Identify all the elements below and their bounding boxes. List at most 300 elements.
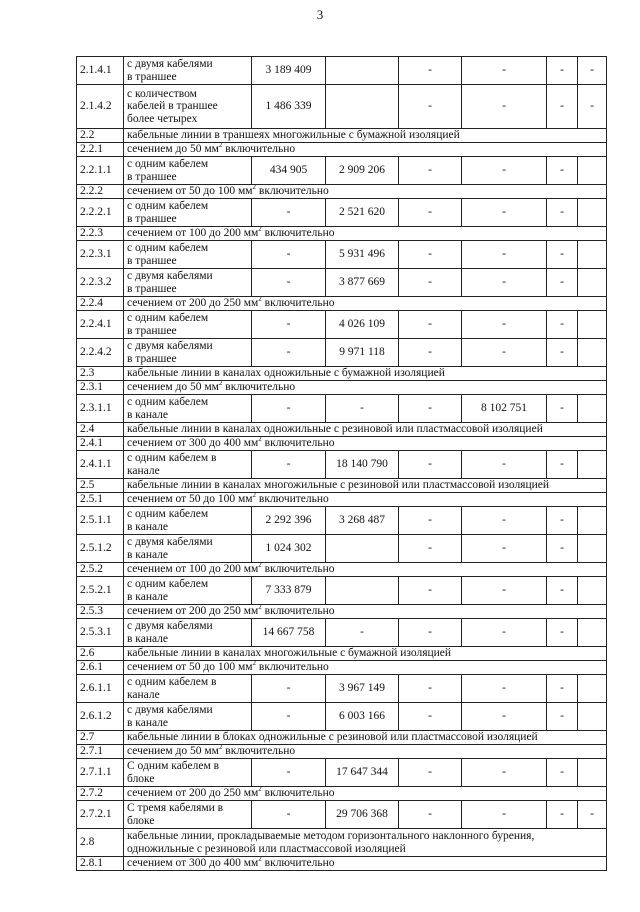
description-line: блоке bbox=[127, 772, 155, 785]
value-cell-col3: - bbox=[399, 535, 462, 563]
value-cell-col3: - bbox=[399, 577, 462, 605]
row-code: 2.5 bbox=[77, 479, 124, 493]
section-row bbox=[77, 647, 607, 661]
value-cell-col5: - bbox=[547, 703, 578, 731]
value-cell-col1: 14 667 758 bbox=[252, 619, 326, 647]
section-title bbox=[124, 745, 607, 759]
table-row bbox=[77, 675, 607, 703]
row-code: 2.5.1 bbox=[77, 493, 124, 507]
value-cell-col5: - bbox=[547, 57, 578, 85]
value-cell-col1: - bbox=[252, 451, 326, 479]
section-title-text: сечением от 50 до 100 мм bbox=[127, 661, 253, 674]
row-code: 2.4 bbox=[77, 423, 124, 437]
description-line: в траншее bbox=[127, 212, 177, 225]
section-row bbox=[77, 381, 607, 395]
section-row bbox=[77, 857, 607, 871]
section-title-text: кабельные линии в каналах одножильные с бумажной изоляцией bbox=[127, 367, 445, 380]
value-cell-col5: - bbox=[547, 451, 578, 479]
value-cell-col4: - bbox=[462, 759, 547, 787]
value-cell-col6 bbox=[578, 675, 607, 703]
description-line: с двумя кабелями bbox=[127, 704, 213, 716]
value-cell-col3: - bbox=[399, 339, 462, 367]
value-cell-col1: 3 189 409 bbox=[252, 57, 326, 85]
section-title-tail: включительно bbox=[222, 143, 296, 156]
unit-superscript: 2 bbox=[252, 660, 257, 668]
value-cell-col3: - bbox=[399, 675, 462, 703]
section-row bbox=[77, 563, 607, 577]
value-cell-col1: - bbox=[252, 395, 326, 423]
value-cell-col4: - bbox=[462, 157, 547, 185]
section-title bbox=[124, 857, 607, 871]
value-cell-col6 bbox=[578, 157, 607, 185]
section-title-text: сечением от 200 до 250 мм bbox=[127, 787, 259, 800]
value-cell-col1: - bbox=[252, 339, 326, 367]
table-row bbox=[77, 619, 607, 647]
value-cell-col6 bbox=[578, 619, 607, 647]
section-title-text: кабельные линии в каналах многожильные с резиновой или пластмассовой изоляцией bbox=[127, 479, 550, 492]
row-code: 2.6.1.1 bbox=[77, 675, 124, 703]
section-title-tail: включительно bbox=[261, 857, 335, 870]
value-cell-col2: 3 268 487 bbox=[326, 507, 399, 535]
value-cell-col6 bbox=[578, 269, 607, 297]
unit-superscript: 2 bbox=[218, 142, 223, 150]
value-cell-col2: - bbox=[326, 395, 399, 423]
value-cell-col6 bbox=[578, 507, 607, 535]
table-row bbox=[77, 199, 607, 227]
value-cell-col6: - bbox=[578, 801, 607, 829]
unit-superscript: 2 bbox=[258, 436, 262, 444]
description-line: в траншее bbox=[127, 282, 177, 295]
value-cell-col4: 8 102 751 bbox=[462, 395, 547, 423]
value-cell-col6 bbox=[578, 535, 607, 563]
value-cell-col1: 1 024 302 bbox=[252, 535, 326, 563]
row-code: 2.3.1 bbox=[77, 381, 124, 395]
value-cell-col3: - bbox=[399, 395, 462, 423]
value-cell-col4: - bbox=[462, 311, 547, 339]
description-line: с двумя кабелями bbox=[127, 270, 213, 282]
section-title-tail: включительно bbox=[261, 563, 335, 576]
value-cell-col1: 7 333 879 bbox=[252, 577, 326, 605]
unit-superscript: 2 bbox=[258, 562, 262, 570]
value-cell-col2: 4 026 109 bbox=[326, 311, 399, 339]
section-row bbox=[77, 605, 607, 619]
section-row bbox=[77, 661, 607, 675]
value-cell-col3: - bbox=[399, 199, 462, 227]
row-code: 2.5.1.1 bbox=[77, 507, 124, 535]
row-description bbox=[124, 339, 252, 367]
table-row bbox=[77, 577, 607, 605]
table-row bbox=[77, 801, 607, 829]
section-title-tail: включительно bbox=[256, 661, 329, 674]
unit-superscript: 2 bbox=[218, 744, 223, 752]
value-cell-col1: - bbox=[252, 241, 326, 269]
row-code: 2.2.4.1 bbox=[77, 311, 124, 339]
table-row bbox=[77, 703, 607, 731]
value-cell-col2: 29 706 368 bbox=[326, 801, 399, 829]
row-code: 2.8 bbox=[77, 829, 124, 857]
value-cell-col5: - bbox=[547, 241, 578, 269]
value-cell-col6 bbox=[578, 577, 607, 605]
description-line: с двумя кабелями bbox=[127, 340, 213, 352]
value-cell-col6 bbox=[578, 703, 607, 731]
row-code: 2.7.2 bbox=[77, 787, 124, 801]
unit-superscript: 2 bbox=[252, 492, 257, 500]
row-code: 2.2.1 bbox=[77, 143, 124, 157]
value-cell-col4: - bbox=[462, 85, 547, 129]
description-line: в траншее bbox=[127, 254, 177, 267]
section-title-text: кабельные линии в траншеях многожильные с бумажной изоляцией bbox=[127, 129, 460, 142]
value-cell-col4: - bbox=[462, 339, 547, 367]
value-cell-col3: - bbox=[399, 157, 462, 185]
value-cell-col6 bbox=[578, 759, 607, 787]
row-code: 2.2.4 bbox=[77, 297, 124, 311]
description-line: в траншее bbox=[127, 170, 177, 183]
value-cell-col4: - bbox=[462, 57, 547, 85]
section-title-text: сечением от 200 до 250 мм bbox=[127, 605, 259, 618]
value-cell-col1: - bbox=[252, 703, 326, 731]
row-code: 2.5.3 bbox=[77, 605, 124, 619]
description-line: с одним кабелем в bbox=[127, 452, 217, 464]
section-title-text: сечением до 50 мм bbox=[127, 381, 219, 394]
section-title-tail: включительно bbox=[261, 437, 335, 450]
value-cell-col4: - bbox=[462, 507, 547, 535]
value-cell-col1: - bbox=[252, 311, 326, 339]
section-title bbox=[124, 381, 607, 395]
table-row bbox=[77, 241, 607, 269]
row-description bbox=[124, 703, 252, 731]
section-title-text: кабельные линии, прокладываемые методом горизонтального наклонного бурения, одножильные с резиновой или пластмассовой изоляцией bbox=[127, 830, 535, 855]
value-cell-col6 bbox=[578, 395, 607, 423]
section-title-text: сечением до 50 мм bbox=[127, 745, 219, 758]
row-description bbox=[124, 157, 252, 185]
value-cell-col6 bbox=[578, 199, 607, 227]
section-title-text: кабельные линии в блоках одножильные с резиновой или пластмассовой изоляцией bbox=[127, 731, 538, 744]
section-title bbox=[124, 227, 607, 241]
description-line: с двумя кабелями bbox=[127, 620, 213, 632]
table-row bbox=[77, 85, 607, 129]
description-line: с двумя кабелями bbox=[127, 536, 213, 548]
row-description bbox=[124, 451, 252, 479]
row-description bbox=[124, 241, 252, 269]
description-line: в канале bbox=[127, 520, 169, 533]
section-row bbox=[77, 829, 607, 857]
value-cell-col5: - bbox=[547, 759, 578, 787]
value-cell-col5: - bbox=[547, 269, 578, 297]
row-code: 2.7.1 bbox=[77, 745, 124, 759]
section-title-tail: включительно bbox=[222, 381, 296, 394]
row-description bbox=[124, 759, 252, 787]
section-row bbox=[77, 227, 607, 241]
value-cell-col5: - bbox=[547, 535, 578, 563]
row-code: 2.7 bbox=[77, 731, 124, 745]
table-row bbox=[77, 395, 607, 423]
row-code: 2.7.1.1 bbox=[77, 759, 124, 787]
row-code: 2.1.4.1 bbox=[77, 57, 124, 85]
value-cell-col2: 3 877 669 bbox=[326, 269, 399, 297]
row-code: 2.2.4.2 bbox=[77, 339, 124, 367]
table-row bbox=[77, 339, 607, 367]
row-code: 2.4.1.1 bbox=[77, 451, 124, 479]
value-cell-col3: - bbox=[399, 507, 462, 535]
unit-superscript: 2 bbox=[218, 380, 223, 388]
value-cell-col5: - bbox=[547, 801, 578, 829]
value-cell-col4: - bbox=[462, 199, 547, 227]
description-line: блоке bbox=[127, 814, 155, 827]
section-title-text: сечением от 300 до 400 мм bbox=[127, 857, 259, 870]
section-title-text: сечением от 50 до 100 мм bbox=[127, 185, 253, 198]
table-body bbox=[77, 57, 607, 871]
row-description bbox=[124, 619, 252, 647]
section-title-text: кабельные линии в каналах многожильные с бумажной изоляцией bbox=[127, 647, 452, 660]
value-cell-col6: - bbox=[578, 57, 607, 85]
unit-superscript: 2 bbox=[258, 296, 262, 304]
price-table bbox=[76, 56, 607, 871]
value-cell-col6 bbox=[578, 451, 607, 479]
table-row bbox=[77, 311, 607, 339]
value-cell-col2: 5 931 496 bbox=[326, 241, 399, 269]
value-cell-col1: - bbox=[252, 269, 326, 297]
value-cell-col3: - bbox=[399, 85, 462, 129]
value-cell-col3: - bbox=[399, 311, 462, 339]
description-line: с одним кабелем bbox=[127, 312, 209, 324]
row-code: 2.2.1.1 bbox=[77, 157, 124, 185]
section-row bbox=[77, 143, 607, 157]
description-line: в траншее bbox=[127, 352, 177, 365]
value-cell-col5: - bbox=[547, 507, 578, 535]
row-description bbox=[124, 801, 252, 829]
value-cell-col2: 2 909 206 bbox=[326, 157, 399, 185]
unit-superscript: 2 bbox=[258, 856, 262, 864]
row-code: 2.2.2 bbox=[77, 185, 124, 199]
description-line: с одним кабелем bbox=[127, 200, 209, 212]
row-code: 2.2.3.1 bbox=[77, 241, 124, 269]
description-line: с одним кабелем bbox=[127, 508, 209, 520]
value-cell-col3: - bbox=[399, 269, 462, 297]
row-code: 2.2.3 bbox=[77, 227, 124, 241]
description-line: С одним кабелем в bbox=[127, 760, 220, 772]
section-row bbox=[77, 297, 607, 311]
row-code: 2.5.2.1 bbox=[77, 577, 124, 605]
value-cell-col1: - bbox=[252, 199, 326, 227]
section-title bbox=[124, 787, 607, 801]
row-code: 2.4.1 bbox=[77, 437, 124, 451]
section-row bbox=[77, 479, 607, 493]
row-description bbox=[124, 269, 252, 297]
description-line: с одним кабелем bbox=[127, 158, 209, 170]
description-line: с количеством bbox=[127, 87, 197, 100]
value-cell-col5: - bbox=[547, 199, 578, 227]
row-code: 2.5.2 bbox=[77, 563, 124, 577]
section-title bbox=[124, 423, 607, 437]
row-description bbox=[124, 395, 252, 423]
section-row bbox=[77, 437, 607, 451]
description-line: С тремя кабелями в bbox=[127, 802, 224, 814]
value-cell-col3: - bbox=[399, 57, 462, 85]
description-line: в траншее bbox=[127, 70, 177, 83]
description-line: в канале bbox=[127, 716, 169, 729]
row-code: 2.8.1 bbox=[77, 857, 124, 871]
description-line: в канале bbox=[127, 548, 169, 561]
value-cell-col5: - bbox=[547, 85, 578, 129]
section-row bbox=[77, 493, 607, 507]
section-title bbox=[124, 563, 607, 577]
unit-superscript: 2 bbox=[258, 604, 262, 612]
value-cell-col3: - bbox=[399, 801, 462, 829]
section-title-tail: включительно bbox=[261, 787, 335, 800]
value-cell-col4: - bbox=[462, 241, 547, 269]
description-line: канале bbox=[127, 688, 160, 701]
value-cell-col5: - bbox=[547, 577, 578, 605]
value-cell-col1: - bbox=[252, 801, 326, 829]
value-cell-col4: - bbox=[462, 619, 547, 647]
description-line: с одним кабелем bbox=[127, 242, 209, 254]
value-cell-col3: - bbox=[399, 703, 462, 731]
table-row bbox=[77, 157, 607, 185]
section-row bbox=[77, 423, 607, 437]
section-title bbox=[124, 647, 607, 661]
row-description bbox=[124, 675, 252, 703]
section-title bbox=[124, 143, 607, 157]
description-line: в канале bbox=[127, 590, 169, 603]
row-description bbox=[124, 535, 252, 563]
description-line: канале bbox=[127, 464, 160, 477]
value-cell-col2 bbox=[326, 57, 399, 85]
value-cell-col2: 9 971 118 bbox=[326, 339, 399, 367]
section-title-tail: включительно bbox=[261, 605, 335, 618]
section-title bbox=[124, 493, 607, 507]
page-number: 3 bbox=[316, 7, 324, 22]
value-cell-col2: 17 647 344 bbox=[326, 759, 399, 787]
row-code: 2.2.2.1 bbox=[77, 199, 124, 227]
section-row bbox=[77, 745, 607, 759]
value-cell-col3: - bbox=[399, 241, 462, 269]
table-row bbox=[77, 759, 607, 787]
value-cell-col1: - bbox=[252, 675, 326, 703]
table-row bbox=[77, 535, 607, 563]
value-cell-col1: 434 905 bbox=[252, 157, 326, 185]
description-line: более четырех bbox=[127, 112, 198, 125]
value-cell-col2: 6 003 166 bbox=[326, 703, 399, 731]
section-title bbox=[124, 185, 607, 199]
section-row bbox=[77, 367, 607, 381]
unit-superscript: 2 bbox=[258, 226, 262, 234]
value-cell-col4: - bbox=[462, 535, 547, 563]
value-cell-col2 bbox=[326, 85, 399, 129]
table-row bbox=[77, 507, 607, 535]
row-description bbox=[124, 85, 252, 129]
value-cell-col5: - bbox=[547, 619, 578, 647]
row-code: 2.3.1.1 bbox=[77, 395, 124, 423]
value-cell-col3: - bbox=[399, 759, 462, 787]
value-cell-col3: - bbox=[399, 619, 462, 647]
row-code: 2.2 bbox=[77, 129, 124, 143]
row-description bbox=[124, 577, 252, 605]
section-title-text: кабельные линии в каналах одножильные с резиновой или пластмассовой изоляцией bbox=[127, 423, 543, 436]
row-description bbox=[124, 57, 252, 85]
description-line: с одним кабелем bbox=[127, 578, 209, 590]
row-code: 2.1.4.2 bbox=[77, 85, 124, 129]
value-cell-col5: - bbox=[547, 395, 578, 423]
row-code: 2.6.1 bbox=[77, 661, 124, 675]
value-cell-col2: - bbox=[326, 619, 399, 647]
description-line: в канале bbox=[127, 632, 169, 645]
value-cell-col6 bbox=[578, 311, 607, 339]
row-code: 2.7.2.1 bbox=[77, 801, 124, 829]
value-cell-col4: - bbox=[462, 577, 547, 605]
section-title-text: сечением от 100 до 200 мм bbox=[127, 563, 259, 576]
value-cell-col2: 18 140 790 bbox=[326, 451, 399, 479]
value-cell-col1: 2 292 396 bbox=[252, 507, 326, 535]
section-title bbox=[124, 367, 607, 381]
table-row bbox=[77, 451, 607, 479]
section-title bbox=[124, 129, 607, 143]
row-description bbox=[124, 311, 252, 339]
value-cell-col3: - bbox=[399, 451, 462, 479]
description-line: с одним кабелем в bbox=[127, 676, 217, 688]
section-title-tail: включительно bbox=[256, 493, 329, 506]
section-title bbox=[124, 661, 607, 675]
section-row bbox=[77, 185, 607, 199]
description-line: кабелей в траншее bbox=[127, 100, 218, 113]
value-cell-col5: - bbox=[547, 157, 578, 185]
section-title bbox=[124, 297, 607, 311]
row-code: 2.5.3.1 bbox=[77, 619, 124, 647]
section-title-text: сечением от 50 до 100 мм bbox=[127, 493, 253, 506]
section-title-text: сечением от 300 до 400 мм bbox=[127, 437, 259, 450]
section-row bbox=[77, 731, 607, 745]
section-title bbox=[124, 731, 607, 745]
description-line: с одним кабелем bbox=[127, 396, 209, 408]
row-code: 2.5.1.2 bbox=[77, 535, 124, 563]
value-cell-col4: - bbox=[462, 451, 547, 479]
section-title-text: сечением от 200 до 250 мм bbox=[127, 297, 259, 310]
section-title bbox=[124, 829, 607, 857]
value-cell-col5: - bbox=[547, 675, 578, 703]
description-line: в траншее bbox=[127, 324, 177, 337]
value-cell-col6: - bbox=[578, 85, 607, 129]
table-row bbox=[77, 57, 607, 85]
section-title bbox=[124, 437, 607, 451]
section-title-tail: включительно bbox=[261, 297, 335, 310]
section-row bbox=[77, 129, 607, 143]
value-cell-col1: 1 486 339 bbox=[252, 85, 326, 129]
section-title bbox=[124, 605, 607, 619]
value-cell-col2: 2 521 620 bbox=[326, 199, 399, 227]
table-row bbox=[77, 269, 607, 297]
value-cell-col4: - bbox=[462, 269, 547, 297]
section-title bbox=[124, 479, 607, 493]
section-title-tail: включительно bbox=[261, 227, 335, 240]
section-title-tail: включительно bbox=[256, 185, 329, 198]
unit-superscript: 2 bbox=[258, 786, 262, 794]
section-title-text: сечением до 50 мм bbox=[127, 143, 219, 156]
row-description bbox=[124, 199, 252, 227]
row-code: 2.3 bbox=[77, 367, 124, 381]
row-code: 2.2.3.2 bbox=[77, 269, 124, 297]
description-line: в канале bbox=[127, 408, 169, 421]
value-cell-col4: - bbox=[462, 801, 547, 829]
section-title-text: сечением от 100 до 200 мм bbox=[127, 227, 259, 240]
description-line: с двумя кабелями bbox=[127, 58, 213, 70]
value-cell-col5: - bbox=[547, 311, 578, 339]
row-description bbox=[124, 507, 252, 535]
section-title-tail: включительно bbox=[222, 745, 296, 758]
section-row bbox=[77, 787, 607, 801]
value-cell-col1: - bbox=[252, 759, 326, 787]
row-code: 2.6 bbox=[77, 647, 124, 661]
value-cell-col4: - bbox=[462, 703, 547, 731]
value-cell-col4: - bbox=[462, 675, 547, 703]
